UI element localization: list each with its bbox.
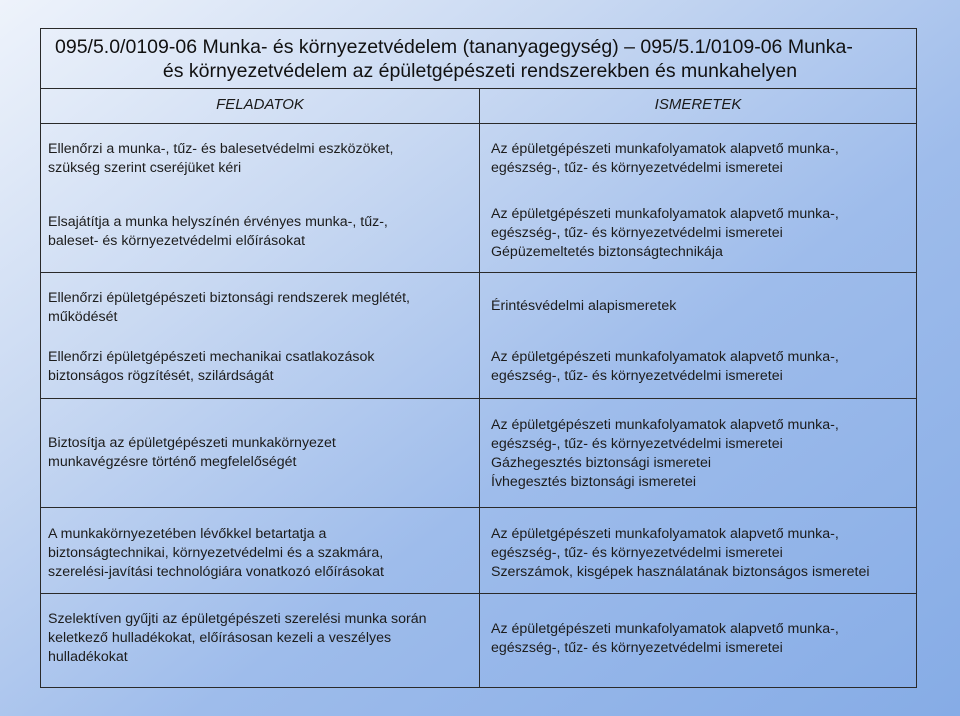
knowledge-line: Az épületgépészeti munkafolyamatok alapvető munka-, bbox=[491, 349, 839, 365]
task-line: biztonságtechnikai, környezetvédelmi és a szakmára, bbox=[48, 545, 384, 561]
content-frame bbox=[40, 28, 917, 688]
task-cell bbox=[48, 140, 468, 178]
header-ismeretek: ISMERETEK bbox=[654, 96, 742, 113]
task-line: Szelektíven gyűjti az épületgépészeti szerelési munka során bbox=[48, 611, 427, 627]
title-line-1: 095/5.0/0109-06 Munka- és környezetvédelem (tananyagegység) – 095/5.1/0109-06 Munka- bbox=[55, 36, 853, 58]
header-feladatok: FELADATOK bbox=[216, 96, 304, 113]
knowledge-line: Gépüzemeltetés biztonságtechnikája bbox=[491, 244, 723, 260]
row-divider bbox=[41, 507, 916, 508]
task-line: hulladékokat bbox=[48, 649, 128, 665]
knowledge-line: Szerszámok, kisgépek használatának biztonságos ismeretei bbox=[491, 564, 870, 580]
task-cell bbox=[48, 434, 468, 472]
knowledge-cell bbox=[491, 620, 916, 658]
task-line: szerelési-javítási technológiára vonatkozó előírásokat bbox=[48, 564, 384, 580]
title-line-2: és környezetvédelem az épületgépészeti rendszerekben és munkahelyen bbox=[162, 60, 798, 82]
row-divider bbox=[41, 272, 916, 273]
task-line: Elsajátítja a munka helyszínén érvényes munka-, tűz-, bbox=[48, 214, 388, 230]
knowledge-cell bbox=[491, 205, 916, 262]
task-line: Ellenőrzi épületgépészeti biztonsági rendszerek meglétét, bbox=[48, 290, 410, 306]
task-line: munkavégzésre történő megfelelőségét bbox=[48, 454, 297, 470]
knowledge-line: Az épületgépészeti munkafolyamatok alapvető munka-, bbox=[491, 206, 839, 222]
task-line: A munkakörnyezetében lévőkkel betartatja a bbox=[48, 526, 327, 542]
task-cell bbox=[48, 610, 468, 667]
knowledge-cell bbox=[491, 348, 916, 386]
task-cell bbox=[48, 289, 468, 327]
row-divider bbox=[41, 593, 916, 594]
task-line: biztonságos rögzítését, szilárdságát bbox=[48, 368, 274, 384]
task-line: Biztosítja az épületgépészeti munkakörnyezet bbox=[48, 435, 336, 451]
row-divider bbox=[41, 398, 916, 399]
knowledge-line: Ívhegesztés biztonsági ismeretei bbox=[491, 474, 697, 490]
knowledge-cell bbox=[491, 525, 916, 582]
knowledge-line: Az épületgépészeti munkafolyamatok alapvető munka-, bbox=[491, 621, 839, 637]
knowledge-cell bbox=[491, 140, 916, 178]
task-line: Ellenőrzi a munka-, tűz- és balesetvédelmi eszközöket, bbox=[48, 141, 394, 157]
knowledge-line: egészség-, tűz- és környezetvédelmi ismeretei bbox=[491, 225, 783, 241]
task-line: működését bbox=[48, 309, 118, 325]
slide-title bbox=[55, 35, 905, 83]
task-line: szükség szerint cseréjüket kéri bbox=[48, 160, 242, 176]
knowledge-line: egészség-, tűz- és környezetvédelmi ismeretei bbox=[491, 640, 783, 656]
knowledge-line: Az épületgépészeti munkafolyamatok alapvető munka-, bbox=[491, 141, 839, 157]
task-cell bbox=[48, 525, 468, 582]
task-line: keletkező hulladékokat, előírásosan kezeli a veszélyes bbox=[48, 630, 392, 646]
knowledge-line: egészség-, tűz- és környezetvédelmi ismeretei bbox=[491, 368, 783, 384]
knowledge-line: Gázhegesztés biztonsági ismeretei bbox=[491, 455, 712, 471]
knowledge-cell bbox=[491, 416, 916, 492]
column-divider bbox=[479, 88, 480, 687]
knowledge-line: egészség-, tűz- és környezetvédelmi ismeretei bbox=[491, 545, 783, 561]
task-cell bbox=[48, 348, 468, 386]
knowledge-line: egészség-, tűz- és környezetvédelmi ismeretei bbox=[491, 160, 783, 176]
task-line: Ellenőrzi épületgépészeti mechanikai csatlakozások bbox=[48, 349, 375, 365]
task-line: baleset- és környezetvédelmi előírásokat bbox=[48, 233, 306, 249]
knowledge-line: Az épületgépészeti munkafolyamatok alapvető munka-, bbox=[491, 526, 839, 542]
header-divider bbox=[41, 123, 916, 124]
knowledge-line: Érintésvédelmi alapismeretek bbox=[491, 298, 677, 314]
task-cell bbox=[48, 213, 468, 251]
knowledge-line: Az épületgépészeti munkafolyamatok alapvető munka-, bbox=[491, 417, 839, 433]
knowledge-line: egészség-, tűz- és környezetvédelmi ismeretei bbox=[491, 436, 783, 452]
knowledge-cell bbox=[491, 297, 916, 316]
